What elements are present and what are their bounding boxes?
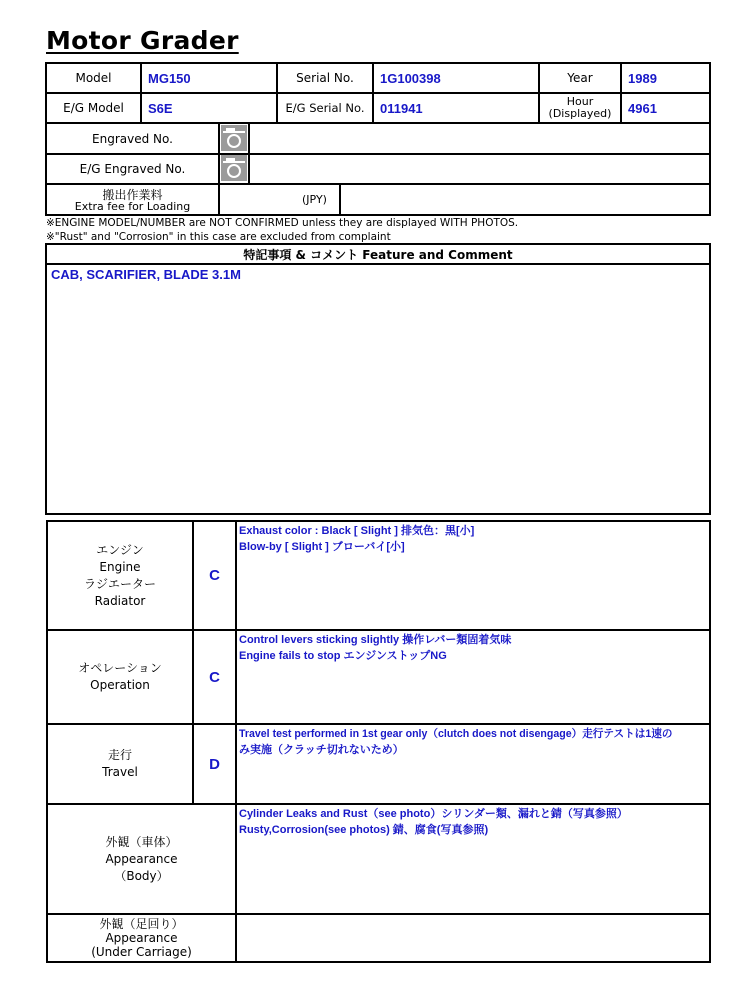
model-label: Model — [75, 71, 112, 85]
travel-label — [48, 725, 192, 803]
feature-text: CAB, SCARIFIER, BLADE 3.1M — [51, 267, 241, 282]
operation-label-jp: オペレーション — [78, 661, 162, 675]
radiator-label-en: Radiator — [94, 593, 146, 608]
appearance-body-comment — [239, 806, 628, 838]
operation-comment-line1: Control levers sticking slightly 操作レバー類固着気味 — [239, 634, 512, 646]
serial-value: 1G100398 — [380, 70, 441, 86]
hour-label-line1: Hour — [566, 95, 594, 108]
engine-note: ※ENGINE MODEL/NUMBER are NOT CONFIRMED unless they are displayed WITH PHOTOS. — [46, 217, 519, 229]
year-label: Year — [567, 71, 593, 85]
engine-label-en: Engine — [99, 559, 141, 574]
serial-label: Serial No. — [296, 71, 354, 85]
feature-box — [45, 243, 711, 515]
appearance-under-label — [48, 915, 235, 961]
travel-comment-line2: み実施（クラッチ切れないため） — [239, 744, 404, 756]
appearance-body-label-jp: 外観（車体） — [105, 834, 178, 849]
engine-comment — [239, 523, 474, 555]
engine-comment-line2: Blow-by [ Slight ] ブローバイ[小] — [239, 541, 405, 553]
eg-model-label: E/G Model — [63, 101, 124, 115]
extra-fee-label-jp: 搬出作業料 — [102, 187, 163, 202]
travel-comment-line1: Travel test performed in 1st gear only（clutch does not disengage）走行テストは1速の — [239, 728, 673, 740]
hour-value: 4961 — [628, 100, 657, 116]
appearance-under-label-jp: 外観（足回り） — [99, 917, 184, 931]
appearance-body-label-en2: （Body） — [114, 868, 169, 883]
camera-icon[interactable] — [221, 125, 247, 151]
operation-comment — [239, 632, 511, 664]
extra-fee-label — [47, 185, 218, 216]
engine-comment-line1: Exhaust color : Black [ Slight ] 排気色：黒[小] — [239, 525, 475, 537]
engraved-label: Engraved No. — [92, 131, 173, 146]
appearance-under-label-en1: Appearance — [105, 931, 178, 945]
operation-label — [48, 631, 192, 723]
hour-label — [540, 94, 620, 122]
eg-serial-value: 011941 — [380, 100, 423, 116]
extra-fee-label-en: Extra fee for Loading — [74, 199, 191, 213]
travel-label-en: Travel — [102, 765, 138, 779]
camera-icon[interactable] — [221, 155, 247, 181]
page-title: Motor Grader — [46, 26, 239, 55]
currency-label: (JPY) — [302, 193, 327, 206]
engine-label — [48, 522, 192, 629]
eg-serial-label: E/G Serial No. — [285, 101, 365, 115]
eg-engraved-label: E/G Engraved No. — [79, 162, 186, 176]
appearance-body-label — [48, 805, 235, 913]
operation-grade: C — [209, 668, 220, 686]
operation-comment-line2: Engine fails to stop エンジンストップNG — [239, 650, 447, 662]
feature-heading: 特記事項 & コメント Feature and Comment — [243, 247, 513, 262]
travel-label-jp: 走行 — [107, 748, 132, 762]
eg-model-value: S6E — [148, 100, 173, 116]
appearance-under-label-en2: (Under Carriage) — [91, 945, 192, 959]
rust-note: ※"Rust" and "Corrosion" in this case are excluded from complaint — [46, 231, 391, 243]
radiator-label-jp: ラジエーター — [83, 576, 156, 591]
engine-grade: C — [209, 567, 220, 584]
hour-label-line2: (Displayed) — [548, 107, 612, 120]
appearance-body-comment-line2: Rusty,Corrosion(see photos) 錆、腐食(写真参照) — [239, 824, 489, 836]
operation-label-en: Operation — [90, 678, 150, 692]
year-value: 1989 — [628, 70, 657, 86]
model-value: MG150 — [148, 70, 191, 86]
travel-grade: D — [209, 755, 220, 773]
engine-label-jp: エンジン — [96, 542, 144, 557]
appearance-body-comment-line1: Cylinder Leaks and Rust（see photo）シリンダー類、漏れと錆（写真参照） — [239, 808, 628, 820]
travel-comment — [239, 726, 709, 758]
appearance-body-label-en1: Appearance — [105, 851, 178, 866]
